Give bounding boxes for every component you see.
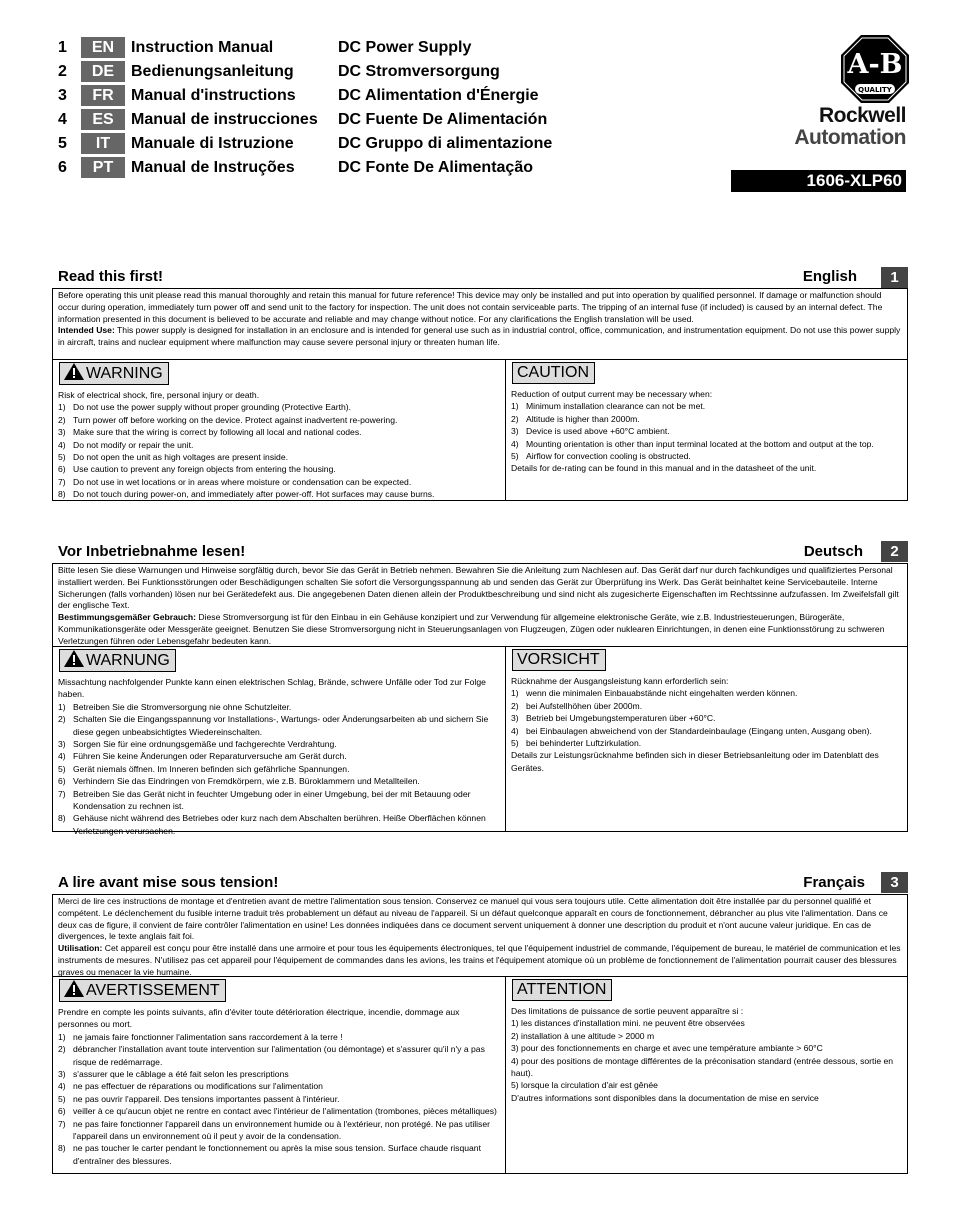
model-number: 1606-XLP60 xyxy=(806,171,902,190)
warning-label: AVERTISSEMENT xyxy=(86,982,220,999)
intended-use-text: Cet appareil est conçu pour être installé dans une armoire et pour tous les équipements électroniques, tel que l'équipement industriel de commande, l'équipement de bureau, le matériel de communication et les instruments de mesures. N'utilisez pas cet appareil pour l'équipement de commandes dans les avions, les trains et l'équipement atomique où un problème de fonctionnement de l'alimentation pourrait causer des blessures graves ou menacer la vie humaine. xyxy=(58,943,901,977)
caution-list xyxy=(511,687,902,749)
intro-box xyxy=(52,894,908,977)
list-item: 4) Mounting orientation is other than input terminal located at the bottom and output at the top. xyxy=(511,438,874,449)
manual-title: Manual d'instructions xyxy=(131,87,296,104)
warning-panel xyxy=(53,977,506,1173)
warning-lead: Risk of electrical shock, fire, personal injury or death. xyxy=(58,390,260,400)
language-number: 3 xyxy=(58,87,67,104)
intro-text xyxy=(53,895,907,980)
intro-paragraph: Before operating this unit please read this manual thoroughly and retain this manual for future reference! This device may only be installed and put into operation by qualified personnel. If damage or malfunction should occur during operation, immediately turn power off and send unit to the factory for inspection. The unit does not contain serviceable parts. The tripping of an internal fuse (if included) is caused by an internal defect. The information presented in this document is believed to be accurate and reliable and may change without notice. For any clarifications the English translation will be used. xyxy=(58,290,883,324)
section-language: Français xyxy=(803,874,865,891)
manual-title: Bedienungsanleitung xyxy=(131,63,294,80)
list-item: 8) ne pas toucher le carter pendant le fonctionnement ou après la mise sous tension. Surface chaude risquant d'entraîner des blessures. xyxy=(58,1143,481,1166)
warning-panel xyxy=(53,647,506,836)
logo-quality: QUALITY xyxy=(858,86,892,94)
list-item: 2) installation à une altitude > 2000 m xyxy=(511,1030,655,1041)
language-row xyxy=(58,133,618,155)
list-item: 6) Verhindern Sie das Eindringen von Fremdkörpern, wie z.B. Büroklammern und Metallteilen. xyxy=(58,776,420,787)
list-item: 5) Airflow for convection cooling is obstructed. xyxy=(511,451,691,462)
list-item: 8) Gehäuse nicht während des Betriebes oder kurz nach dem Abschalten berühren. Heiße Oberflächen können Verletzungen verursachen. xyxy=(58,813,486,836)
language-code-badge: IT xyxy=(81,133,125,154)
list-item: 1) ne jamais faire fonctionner l'alimentation sans raccordement à la terre ! xyxy=(58,1031,343,1042)
list-item: 5) ne pas ouvrir l'appareil. Des tensions importantes passent à l'intérieur. xyxy=(58,1093,340,1104)
product-title: DC Stromversorgung xyxy=(338,63,500,80)
language-number: 5 xyxy=(58,135,67,152)
intro-box xyxy=(52,288,908,360)
list-item: 4) bei Einbaulagen abweichend von der Standardeinbaulage (Eingang unten, Ausgang oben). xyxy=(511,725,872,736)
manual-title: Manuale di Istruzione xyxy=(131,135,294,152)
list-item: 3) Make sure that the wiring is correct by following all local and national codes. xyxy=(58,427,362,438)
list-item: 5) Do not open the unit as high voltages are present inside. xyxy=(58,452,288,463)
language-row xyxy=(58,157,618,179)
warning-badge xyxy=(59,649,176,672)
section-title: Vor Inbetriebnahme lesen! xyxy=(58,543,246,560)
list-item: 3) Sorgen Sie für eine ordnungsgemäße und fachgerechte Verdrahtung. xyxy=(58,739,337,750)
section-title: A lire avant mise sous tension! xyxy=(58,874,279,891)
product-title: DC Fuente De Alimentación xyxy=(338,111,548,128)
product-title: DC Gruppo di alimentazione xyxy=(338,135,553,152)
intended-use-label: Utilisation: xyxy=(58,943,103,954)
manual-title: Instruction Manual xyxy=(131,39,274,56)
product-title: DC Fonte De Alimentação xyxy=(338,159,533,176)
warning-caution-box xyxy=(52,646,908,836)
language-code-badge: DE xyxy=(81,61,125,82)
list-item: 4) Führen Sie keine Änderungen oder Reparaturversuche am Gerät durch. xyxy=(58,751,347,762)
warning-panel xyxy=(53,360,506,500)
language-code-badge: PT xyxy=(81,157,125,178)
intro-paragraph: Merci de lire ces instructions de montage et d'entretien avant de mettre l'alimentation sous tension. Conservez ce manuel qui vous sera toujours utile. Cette alimentation doit être installée par du personnel qualifié et compétent. Le déclenchement du fusible interne traduit très probablement un défaut au niveau de l'appareil. Si un défaut quelconque apparaît en cours de fonctionnement, débrancher au plus vite l'alimentation. Dans ce deux cas de figure, il convient de faire contrôler l'alimentation en usine! Les données indiquées dans ce document servent uniquement à donner une description du produit et n'ont aucune valeur juridique. En cas de divergences, le texte anglais fait foi. xyxy=(58,896,888,942)
language-code-badge: ES xyxy=(81,109,125,130)
language-row xyxy=(58,109,618,131)
language-code-badge: EN xyxy=(81,37,125,58)
list-item: 2) Altitude is higher than 2000m. xyxy=(511,413,640,424)
warning-caution-box xyxy=(52,976,908,1174)
warning-list xyxy=(58,701,500,837)
list-item: 1) les distances d'installation mini. ne peuvent être observées xyxy=(511,1018,745,1029)
caution-tail: Details zur Leistungsrücknahme befinden sich in dieser Betriebsanleitung oder im Datenblatt des Gerätes. xyxy=(511,750,879,773)
list-item: 6) Use caution to prevent any foreign objects from entering the housing. xyxy=(58,464,336,475)
caution-list xyxy=(511,1017,902,1091)
language-row xyxy=(58,85,618,107)
caution-badge xyxy=(512,362,595,384)
list-item: 1) Do not use the power supply without proper grounding (Protective Earth). xyxy=(58,402,352,413)
section-number-badge: 1 xyxy=(881,267,908,288)
logo-letters: A-B xyxy=(847,49,903,80)
list-item: 4) pour des positions de montage différentes de la préconisation standard (entrée dessous, sortie en haut). xyxy=(511,1055,894,1079)
list-item: 5) bei behinderter Luftzirkulation. xyxy=(511,738,642,749)
list-item: 8) Do not touch during power-on, and immediately after power-off. Hot surfaces may cause burns. xyxy=(58,489,435,500)
section-number-badge: 3 xyxy=(881,872,908,893)
language-number: 4 xyxy=(58,111,67,128)
list-item: 5) Gerät niemals öffnen. Im Inneren befinden sich gefährliche Spannungen. xyxy=(58,763,350,774)
warning-badge xyxy=(59,362,169,385)
intro-text xyxy=(53,289,907,350)
manual-title: Manual de instrucciones xyxy=(131,111,318,128)
list-item: 2) bei Aufstellhöhen über 2000m. xyxy=(511,700,643,711)
caution-tail: Details for de-rating can be found in this manual and in the datasheet of the unit. xyxy=(511,463,817,474)
warning-lead: Prendre en compte les points suivants, afin d'éviter toute détérioration électrique, incendie, dommage aux personnes ou mort. xyxy=(58,1007,460,1030)
list-item: 6) veiller à ce qu'aucun objet ne rentre en contact avec l'intérieur de l'alimentation (trombones, pièces métalliques) xyxy=(58,1106,497,1117)
caution-lead: Des limitations de puissance de sortie peuvent apparaître si : xyxy=(511,1006,744,1016)
manual-title: Manual de Instruções xyxy=(131,159,295,176)
caution-list xyxy=(511,400,902,462)
list-item: 3) s'assurer que le câblage a été fait selon les prescriptions xyxy=(58,1069,289,1080)
caution-panel xyxy=(506,647,907,831)
caution-panel xyxy=(506,360,907,500)
list-item: 5) lorsque la circulation d'air est gênée xyxy=(511,1080,658,1091)
language-number: 6 xyxy=(58,159,67,176)
warning-list xyxy=(58,401,500,500)
list-item: 3) Betrieb bei Umgebungstemperaturen über +60°C. xyxy=(511,713,716,724)
section-language: Deutsch xyxy=(803,543,863,560)
intro-paragraph: Bitte lesen Sie diese Warnungen und Hinweise sorgfältig durch, bevor Sie das Gerät in Betrieb nehmen. Bewahren Sie die Anleitung zum Nachlesen auf. Das Gerät darf nur durch fachkundiges und qualifiziertes Personal installiert werden. Bei Funktionsstörungen oder Beschädigungen schalten Sie sofort die Versorgungsspannung ab und senden das Gerät zur Überprüfung ins Werk. Das Gerät beinhaltet keine Servicebauteile. Interne Sicherungen (falls vorhanden) lösen nur bei Gerätedefekt aus. Die angegebenen Daten dienen allein der Produktbeschreibung und sind nicht als zugesicherte Eigenschaften im Rechtssinne aufzufassen. Im Zweifelsfall gilt der englische Text. xyxy=(58,565,899,611)
caution-panel xyxy=(506,977,907,1173)
language-row xyxy=(58,37,618,59)
language-code-badge: FR xyxy=(81,85,125,106)
caution-lead: Reduction of output current may be necessary when: xyxy=(511,389,713,399)
section-title: Read this first! xyxy=(58,268,164,285)
section-number-badge: 2 xyxy=(881,541,908,562)
list-item: 1) Betreiben Sie die Stromversorgung nie ohne Schutzleiter. xyxy=(58,701,292,712)
language-row xyxy=(58,61,618,83)
section-language: English xyxy=(802,268,857,285)
caution-label: ATTENTION xyxy=(517,981,607,998)
brand-line-2: Automation xyxy=(794,126,906,149)
brand-wordmark xyxy=(720,105,906,149)
brand-line-1: Rockwell xyxy=(818,104,906,127)
caution-badge xyxy=(512,979,612,1001)
list-item: 7) Betreiben Sie das Gerät nicht in feuchter Umgebung oder in einer Umgebung, bei der mit Betauung oder Kondensation zu rechnen ist. xyxy=(58,788,471,812)
warning-list xyxy=(58,1031,500,1167)
intended-use-label: Bestimmungsgemäßer Gebrauch: xyxy=(58,612,197,623)
language-number: 1 xyxy=(58,39,67,56)
language-number: 2 xyxy=(58,63,67,80)
list-item: 2) Schalten Sie die Eingangsspannung vor Installations-, Wartungs- oder Änderungsarbeiten ab und sichern Sie diese gegen unbeabsichtigtes Wiedereinschalten. xyxy=(58,714,489,737)
list-item: 3) pour des fonctionnements en charge et avec une température ambiante > 60°C xyxy=(511,1043,823,1054)
list-item: 7) Do not use in wet locations or in areas where moisture or condensation can be expected. xyxy=(58,476,412,487)
warning-label: WARNUNG xyxy=(86,652,170,669)
intended-use-label: Intended Use: xyxy=(58,325,115,336)
intended-use-text: This power supply is designed for installation in an enclosure and is intended for general use such as in industrial control, office, communication, and instrumentation equipment. Do not use this power supply in aircraft, trains and nuclear equipment where malfunction may cause severe personal injury or threaten human life. xyxy=(58,325,901,348)
caution-label: CAUTION xyxy=(517,364,589,381)
warning-lead: Missachtung nachfolgender Punkte kann einen elektrischen Schlag, Brände, schwere Unfälle oder Tod zur Folge haben. xyxy=(58,677,486,700)
caution-tail: D'autres informations sont disponibles dans la documentation de mise en service xyxy=(511,1092,819,1103)
intended-use-text: Diese Stromversorgung ist für den Einbau in ein Gehäuse konzipiert und zur Verwendung für allgemeine elektronische Geräte, wie z.B. Industriesteuerungen, Bürogeräte, Kommunikationsgeräte oder Messgeräte geeignet. Benutzen Sie diese Stromversorgung nicht in Steuerungsanlagen von Flugzeugen, Zügen oder nuklearen Einrichtungen, in denen eine Funktionsstörung zu schweren Verletzungen führen oder Lebensgefahr bedeuten kann. xyxy=(58,612,885,646)
warning-caution-box xyxy=(52,359,908,501)
model-number-bar xyxy=(731,170,906,192)
list-item: 7) ne pas faire fonctionner l'appareil dans un environnement humide ou à l'extérieur, non protégé. Ne pas utiliser l'appareil dans un environnement où il peut y avoir de la condensation. xyxy=(58,1118,490,1142)
list-item: 1) wenn die minimalen Einbauabstände nicht eingehalten werden können. xyxy=(511,688,798,699)
warning-triangle-icon xyxy=(64,363,84,380)
warning-label: WARNING xyxy=(86,365,163,382)
intro-text xyxy=(53,564,907,649)
product-title: DC Alimentation d'Énergie xyxy=(338,87,539,104)
caution-label: VORSICHT xyxy=(517,651,600,668)
caution-lead: Rücknahme der Ausgangsleistung kann erforderlich sein: xyxy=(511,676,729,686)
list-item: 4) Do not modify or repair the unit. xyxy=(58,439,194,450)
warning-triangle-icon xyxy=(64,980,84,997)
warning-badge xyxy=(59,979,226,1002)
list-item: 1) Minimum installation clearance can not be met. xyxy=(511,401,706,412)
list-item: 2) débrancher l'installation avant toute intervention sur l'alimentation (ou démontage) et s'assurer qu'il n'y a pas risque de redémarrage. xyxy=(58,1044,485,1067)
list-item: 2) Turn power off before working on the device. Protect against inadvertent re-powering. xyxy=(58,414,398,425)
allen-bradley-logo-icon xyxy=(841,35,909,103)
list-item: 4) ne pas effectuer de réparations ou modifications sur l'alimentation xyxy=(58,1081,323,1092)
intro-box xyxy=(52,563,908,647)
list-item: 3) Device is used above +60°C ambient. xyxy=(511,426,670,437)
caution-badge xyxy=(512,649,606,671)
warning-triangle-icon xyxy=(64,650,84,667)
product-title: DC Power Supply xyxy=(338,39,472,56)
